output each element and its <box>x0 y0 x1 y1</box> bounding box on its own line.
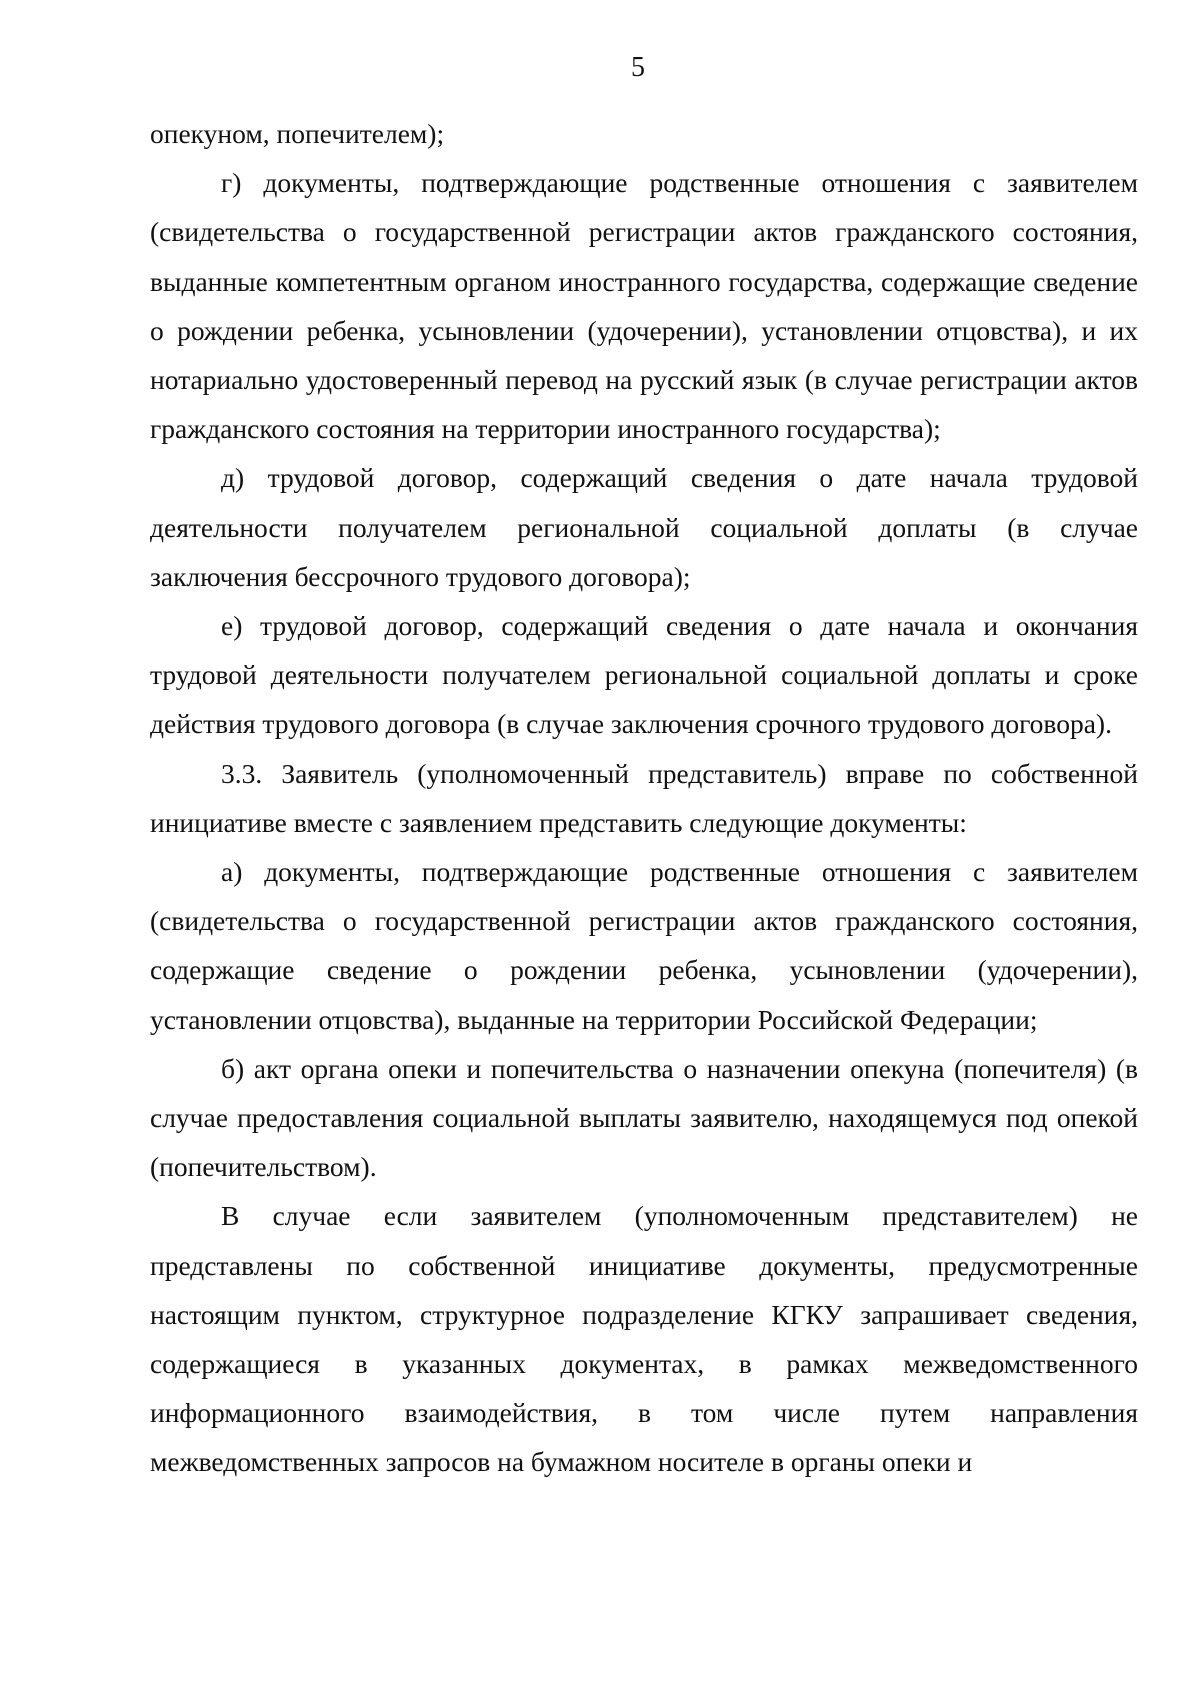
paragraph-interagency-request: В случае если заявителем (уполномоченным представителем) не представлены по собственной инициативе документы, предусмотренные настоящим пунктом, структурное подразделение КГКУ запрашивает сведения, содержащиеся в указанных документах, в рамках межведомственного информационного взаимодействия, в том числе путем направления межведомственных запросов на бумажном носителе в органы опеки и <box>150 1200 1138 1478</box>
paragraph-item-e: е) трудовой договор, содержащий сведения о дате начала и окончания трудовой деятельности получателем региональной социальной доплаты и сроке действия трудового договора (в случае заключения срочного трудового договора). <box>150 610 1138 740</box>
document-body <box>150 109 1138 1487</box>
page-number: 5 <box>631 52 645 83</box>
paragraph-item-d: д) трудовой договор, содержащий сведения о дате начала трудовой деятельности получателем региональной социальной доплаты (в случае заключения бессрочного трудового договора); <box>150 462 1138 592</box>
paragraph-item-b: б) акт органа опеки и попечительства о назначении опекуна (попечителя) (в случае предоставления социальной выплаты заявителю, находящемуся под опекой (попечительством). <box>150 1052 1138 1183</box>
paragraph-continuation: опекуном, попечителем); <box>150 118 445 149</box>
paragraph-item-g: г) документы, подтверждающие родственные отношения с заявителем (свидетельства о государственной регистрации актов гражданского состояния, выданные компетентным органом иностранного государства, содержащие сведение о рождении ребенка, усыновлении (удочерении), установлении отцовства), и их нотариально удостоверенный перевод на русский язык (в случае регистрации актов гражданского состояния на территории иностранного государства); <box>150 167 1138 445</box>
paragraph-item-a: а) документы, подтверждающие родственные отношения с заявителем (свидетельства о государственной регистрации актов гражданского состояния, содержащие сведение о рождении ребенка, усыновлении (удочерении), установлении отцовства), выданные на территории Российской Федерации; <box>150 856 1138 1035</box>
paragraph-section-3-3: 3.3. Заявитель (уполномоченный представитель) вправе по собственной инициативе вместе с заявлением представить следующие документы: <box>150 757 1138 838</box>
